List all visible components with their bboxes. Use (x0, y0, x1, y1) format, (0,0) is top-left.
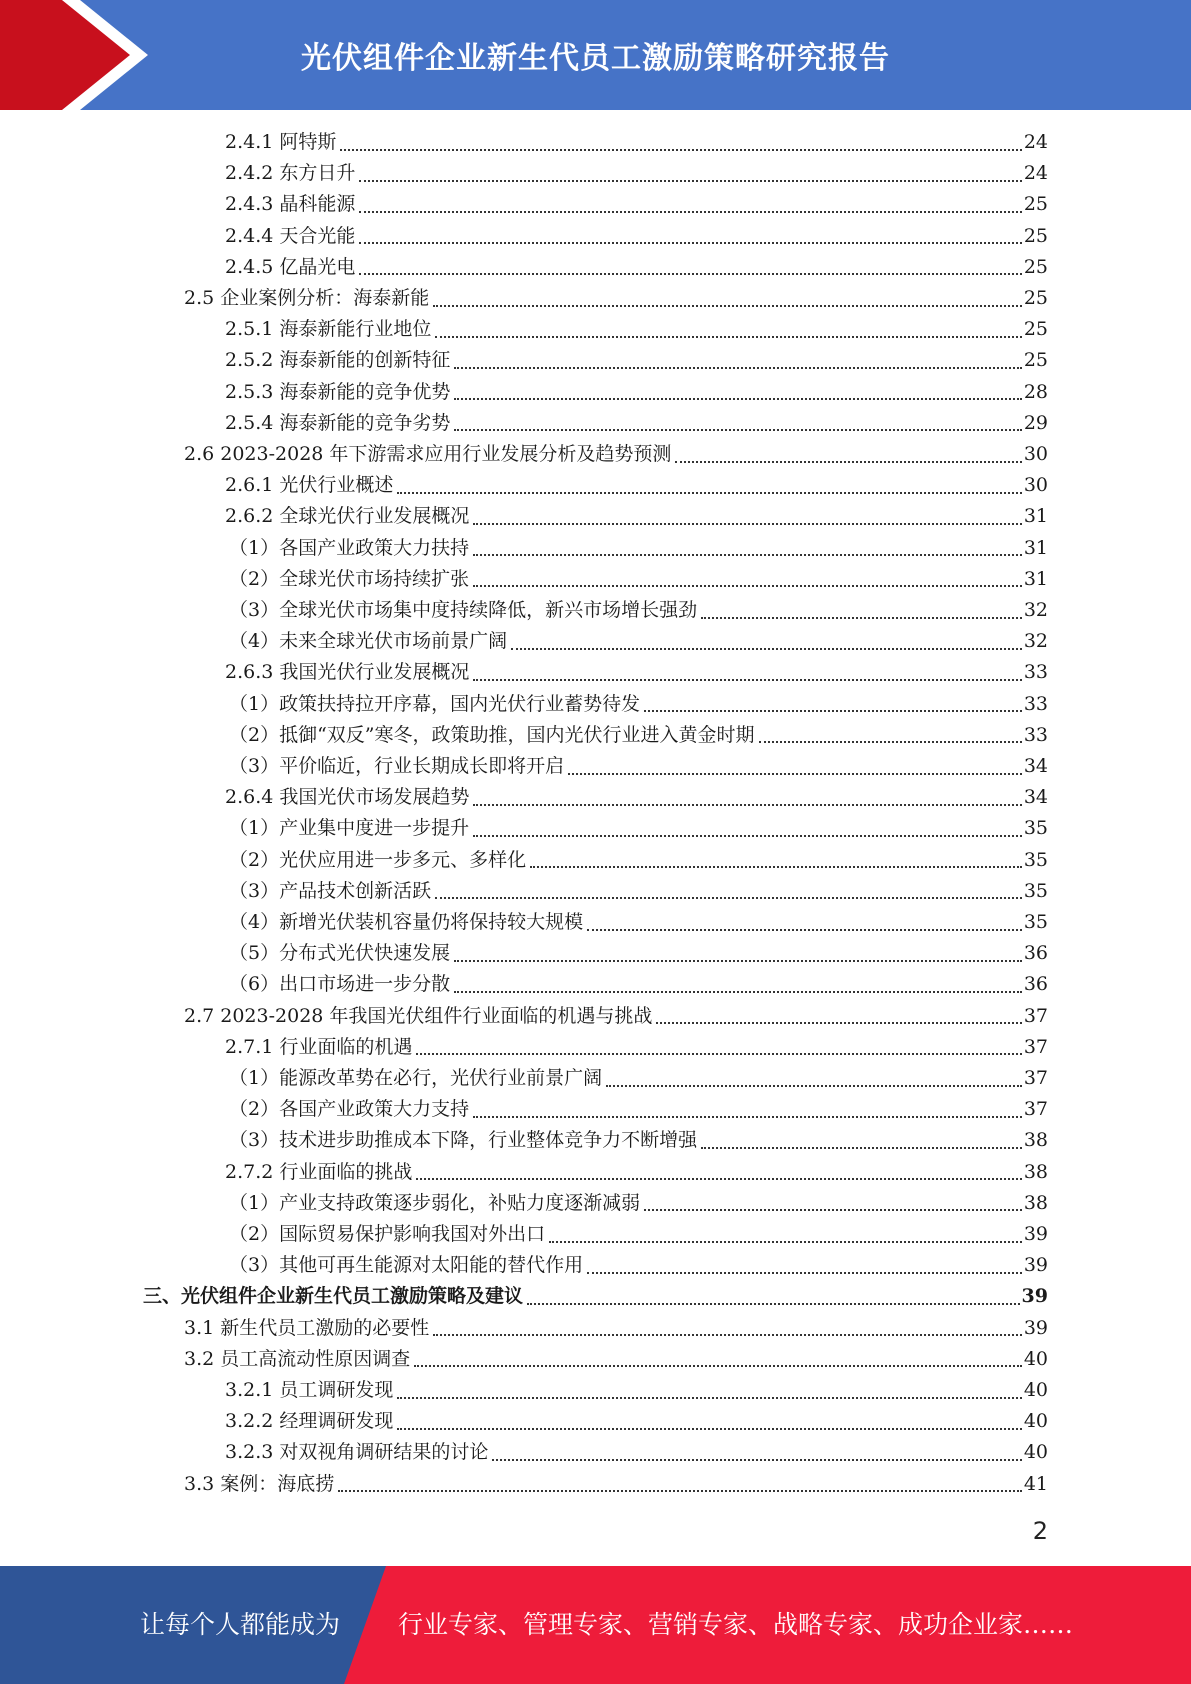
toc-dot-leader (675, 461, 1021, 463)
toc-entry-page: 37 (1023, 1098, 1048, 1121)
toc-entry-page: 31 (1023, 505, 1048, 528)
toc-dot-leader (473, 679, 1021, 681)
toc-entry[interactable] (184, 1344, 1048, 1375)
toc-entry-page: 25 (1023, 193, 1048, 216)
toc-dot-leader (433, 305, 1022, 307)
toc-entry-page: 30 (1023, 443, 1048, 465)
toc-entry-title: （1）能源改革势在必行，光伏行业前景广阔 (229, 1067, 603, 1089)
toc-entry-page: 39 (1023, 1316, 1048, 1339)
toc-entry[interactable] (229, 533, 1048, 564)
toc-dot-leader (549, 1241, 1022, 1243)
toc-entry[interactable] (229, 1219, 1048, 1250)
toc-entry-page: 33 (1023, 723, 1048, 746)
toc-entry[interactable] (225, 252, 1048, 283)
toc-entry-title: 2.7 2023-2028 年我国光伏组件行业面临的机遇与挑战 (184, 1004, 653, 1027)
toc-entry-title: （6）出口市场进一步分散 (229, 973, 451, 996)
toc-entry-title: 2.6.4 我国光伏市场发展趋势 (225, 786, 470, 809)
toc-dot-leader (359, 242, 1021, 244)
toc-entry-page: 37 (1023, 1004, 1048, 1027)
toc-entry-title: （3）其他可再生能源对太阳能的替代作用 (229, 1254, 584, 1277)
toc-entry[interactable] (229, 845, 1048, 876)
toc-dot-leader (454, 398, 1021, 400)
toc-entry-title: 2.6 2023-2028 年下游需求应用行业发展分析及趋势预测 (184, 443, 672, 465)
toc-dot-leader (587, 1272, 1022, 1274)
toc-entry[interactable] (225, 1406, 1048, 1437)
toc-entry[interactable] (225, 1157, 1048, 1188)
toc-dot-leader (473, 523, 1021, 525)
toc-entry[interactable] (229, 907, 1048, 938)
toc-entry-page: 40 (1023, 1347, 1048, 1370)
toc-entry-title: 2.4.2 东方日升 (225, 162, 356, 185)
toc-entry[interactable] (225, 1375, 1048, 1406)
toc-entry-title: 2.4.3 晶科能源 (225, 193, 356, 216)
toc-entry-title: （2）各国产业政策大力支持 (229, 1098, 470, 1121)
toc-dot-leader (454, 429, 1021, 431)
toc-entry-page: 38 (1023, 1160, 1048, 1183)
toc-entry-title: 2.5.2 海泰新能的创新特征 (225, 349, 451, 372)
toc-entry-page: 40 (1023, 1379, 1048, 1401)
toc-entry-title: （5）分布式光伏快速发展 (229, 942, 451, 965)
toc-dot-leader (473, 585, 1022, 587)
toc-entry[interactable] (229, 564, 1048, 595)
toc-entry[interactable] (229, 751, 1048, 782)
toc-dot-leader (473, 554, 1022, 556)
toc-entry-page: 40 (1023, 1410, 1048, 1433)
toc-entry-title: （3）全球光伏市场集中度持续降低，新兴市场增长强劲 (229, 599, 698, 621)
footer-banner (0, 1566, 1191, 1684)
toc-entry-page: 37 (1023, 1067, 1048, 1089)
toc-entry-page: 34 (1023, 786, 1048, 809)
toc-dot-leader (701, 617, 1022, 619)
toc-entry-page: 31 (1023, 536, 1048, 559)
toc-dot-leader (414, 1365, 1022, 1367)
toc-entry-title: 2.6.2 全球光伏行业发展概况 (225, 505, 470, 528)
toc-entry[interactable] (225, 470, 1048, 501)
toc-entry[interactable] (225, 377, 1048, 408)
toc-entry-page: 33 (1023, 661, 1048, 684)
toc-entry-page: 31 (1023, 567, 1048, 590)
toc-entry[interactable] (229, 720, 1048, 751)
toc-dot-leader (340, 149, 1021, 151)
toc-entry-title: （1）各国产业政策大力扶持 (229, 536, 470, 559)
toc-entry-page: 25 (1023, 255, 1048, 278)
toc-entry-title: （1）产业集中度进一步提升 (229, 817, 470, 840)
toc-dot-leader (416, 1053, 1021, 1055)
toc-entry-page: 38 (1023, 1191, 1048, 1214)
toc-entry-title: （3）产品技术创新活跃 (229, 879, 432, 902)
toc-dot-leader (454, 367, 1021, 369)
toc-entry-page: 37 (1023, 1035, 1048, 1058)
toc-entry[interactable] (225, 782, 1048, 813)
toc-entry-title: 三、光伏组件企业新生代员工激励策略及建议 (143, 1285, 524, 1308)
toc-entry[interactable] (229, 1125, 1048, 1156)
toc-entry-title: 3.2.3 对双视角调研结果的讨论 (225, 1441, 489, 1464)
toc-dot-leader (338, 1490, 1022, 1492)
toc-entry[interactable] (225, 657, 1048, 688)
toc-entry-title: （2）抵御“双反”寒冬，政策助推，国内光伏行业进入黄金时期 (229, 723, 755, 746)
toc-dot-leader (359, 211, 1021, 213)
toc-entry[interactable] (229, 1063, 1048, 1094)
toc-entry-page: 39 (1021, 1285, 1048, 1308)
toc-entry[interactable] (184, 1001, 1048, 1032)
toc-dot-leader (656, 1022, 1021, 1024)
toc-entry[interactable] (143, 1281, 1048, 1312)
toc-entry-page: 30 (1023, 474, 1048, 497)
toc-entry-page: 39 (1023, 1223, 1048, 1245)
header-arrow-graphic (0, 0, 190, 110)
toc-entry-title: （3）平价临近，行业长期成长即将开启 (229, 755, 565, 777)
toc-dot-leader (473, 835, 1022, 837)
toc-entry-page: 25 (1023, 349, 1048, 372)
toc-entry[interactable] (225, 221, 1048, 252)
toc-entry-title: 2.7.1 行业面临的机遇 (225, 1035, 413, 1058)
toc-dot-leader (473, 804, 1021, 806)
toc-entry-title: （1）政策扶持拉开序幕，国内光伏行业蓄势待发 (229, 692, 641, 715)
toc-dot-leader (435, 336, 1021, 338)
toc-entry[interactable] (229, 1094, 1048, 1125)
toc-dot-leader (416, 1178, 1021, 1180)
toc-entry-title: 2.4.1 阿特斯 (225, 131, 337, 153)
toc-dot-leader (435, 897, 1022, 899)
toc-entry-page: 34 (1023, 755, 1048, 777)
toc-entry-title: （4）未来全球光伏市场前景广阔 (229, 630, 508, 653)
toc-dot-leader (587, 929, 1022, 931)
toc-entry[interactable] (184, 283, 1048, 314)
toc-entry-page: 39 (1023, 1254, 1048, 1277)
toc-entry-title: 3.1 新生代员工激励的必要性 (184, 1316, 430, 1339)
toc-entry[interactable] (184, 439, 1048, 470)
toc-entry-title: 2.5 企业案例分析：海泰新能 (184, 287, 430, 309)
toc-entry[interactable] (184, 1469, 1048, 1500)
toc-entry-title: 3.2 员工高流动性原因调查 (184, 1347, 411, 1370)
toc-entry-page: 24 (1023, 131, 1048, 153)
toc-entry-page: 29 (1023, 411, 1048, 434)
toc-entry-title: 2.6.3 我国光伏行业发展概况 (225, 661, 470, 684)
toc-dot-leader (606, 1085, 1022, 1087)
toc-dot-leader (397, 1397, 1021, 1399)
toc-dot-leader (492, 1459, 1021, 1461)
footer-slogan-left: 让每个人都能成为 (140, 1610, 341, 1639)
footer-slogan-right: 行业专家、管理专家、营销专家、战略专家、成功企业家…… (398, 1610, 1074, 1639)
toc-entry-title: 2.5.4 海泰新能的竞争劣势 (225, 411, 451, 434)
toc-dot-leader (759, 741, 1022, 743)
toc-entry-title: （2）光伏应用进一步多元、多样化 (229, 848, 527, 871)
toc-entry[interactable] (225, 189, 1048, 220)
toc-dot-leader (511, 648, 1022, 650)
toc-entry[interactable] (225, 314, 1048, 345)
toc-entry-title: （4）新增光伏装机容量仍将保持较大规模 (229, 911, 584, 933)
toc-dot-leader (701, 1147, 1022, 1149)
toc-entry-title: 2.5.1 海泰新能行业地位 (225, 318, 432, 341)
report-header (0, 0, 1191, 110)
toc-entry-page: 36 (1023, 942, 1048, 965)
toc-dot-leader (473, 1116, 1022, 1118)
toc-dot-leader (359, 180, 1021, 182)
toc-entry[interactable] (229, 1188, 1048, 1219)
toc-entry[interactable] (229, 1250, 1048, 1281)
toc-entry-page: 40 (1023, 1441, 1048, 1464)
toc-entry-page: 35 (1023, 911, 1048, 933)
toc-entry[interactable] (229, 813, 1048, 844)
toc-entry-page: 41 (1023, 1472, 1048, 1495)
toc-entry-page: 25 (1023, 318, 1048, 341)
toc-entry-title: （2）国际贸易保护影响我国对外出口 (229, 1223, 546, 1245)
toc-entry-title: 3.2.2 经理调研发现 (225, 1410, 394, 1433)
toc-dot-leader (527, 1303, 1020, 1305)
toc-entry[interactable] (229, 626, 1048, 657)
toc-entry[interactable] (229, 689, 1048, 720)
toc-entry-title: 2.7.2 行业面临的挑战 (225, 1160, 413, 1183)
toc-entry[interactable] (229, 938, 1048, 969)
toc-entry[interactable] (225, 1032, 1048, 1063)
toc-entry-page: 38 (1023, 1129, 1048, 1152)
toc-entry-title: （1）产业支持政策逐步弱化，补贴力度逐渐减弱 (229, 1191, 641, 1214)
toc-entry[interactable] (225, 127, 1048, 158)
toc-entry-page: 36 (1023, 973, 1048, 996)
toc-dot-leader (454, 960, 1022, 962)
toc-entry-page: 32 (1023, 599, 1048, 621)
toc-entry[interactable] (229, 876, 1048, 907)
toc-entry-title: 2.6.1 光伏行业概述 (225, 474, 394, 497)
toc-dot-leader (644, 710, 1022, 712)
toc-entry[interactable] (229, 969, 1048, 1000)
toc-entry[interactable] (229, 595, 1048, 626)
toc-dot-leader (568, 773, 1022, 775)
toc-dot-leader (397, 492, 1021, 494)
toc-dot-leader (530, 866, 1022, 868)
toc-entry-page: 35 (1023, 848, 1048, 871)
toc-entry-page: 35 (1023, 817, 1048, 840)
toc-dot-leader (397, 1428, 1021, 1430)
toc-entry[interactable] (225, 1437, 1048, 1468)
toc-entry-page: 25 (1023, 287, 1048, 309)
toc-entry-title: （3）技术进步助推成本下降，行业整体竞争力不断增强 (229, 1129, 698, 1152)
toc-entry-title: 2.4.5 亿晶光电 (225, 255, 356, 278)
toc-dot-leader (433, 1334, 1022, 1336)
toc-entry-title: 3.2.1 员工调研发现 (225, 1379, 394, 1401)
toc-dot-leader (359, 273, 1021, 275)
toc-entry-title: 2.5.3 海泰新能的竞争优势 (225, 380, 451, 403)
toc-entry[interactable] (225, 345, 1048, 376)
toc-entry-page: 24 (1023, 162, 1048, 185)
toc-entry-title: （2）全球光伏市场持续扩张 (229, 567, 470, 590)
page-number: 2 (1032, 1517, 1048, 1545)
toc-entry-page: 28 (1023, 380, 1048, 403)
toc-entry[interactable] (225, 408, 1048, 439)
toc-entry-page: 32 (1023, 630, 1048, 653)
toc-entry-page: 33 (1023, 692, 1048, 715)
toc-entry[interactable] (225, 158, 1048, 189)
toc-entry[interactable] (225, 501, 1048, 532)
toc-entry[interactable] (184, 1313, 1048, 1344)
toc-entry-title: 2.4.4 天合光能 (225, 224, 356, 247)
report-title: 光伏组件企业新生代员工激励策略研究报告 (301, 41, 890, 76)
toc-entry-page: 25 (1023, 224, 1048, 247)
toc-entry-page: 35 (1023, 879, 1048, 902)
toc-dot-leader (454, 991, 1022, 993)
toc-dot-leader (644, 1209, 1022, 1211)
toc-entry-title: 3.3 案例：海底捞 (184, 1472, 335, 1495)
